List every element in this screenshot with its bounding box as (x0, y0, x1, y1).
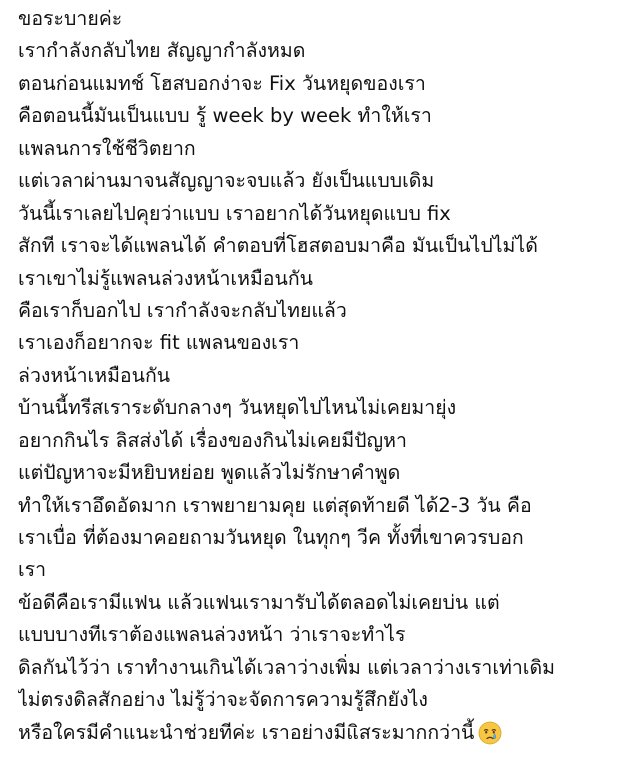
post-line: ขอระบายค่ะ (18, 7, 123, 30)
post-line: คือเราก็บอกไป เรากำลังจะกลับไทยแล้ว (18, 298, 347, 322)
post-line: เรา (18, 558, 47, 582)
post-line: บ้านนี้ทรีสเราระดับกลางๆ วันหยุดไปไหนไม่เคยมายุ่ง (18, 396, 457, 420)
post-line: แต่ปัญหาจะมีหยิบหย่อย พูดแล้วไม่รักษาคำพูด (18, 461, 401, 485)
post-line: แต่เวลาผ่านมาจนสัญญาจะจบแล้ว ยังเป็นแบบเดิม (18, 169, 435, 193)
post-line: อยากกินไร ลิสส่งได้ เรื่องของกินไม่เคยมีปัญหา (18, 428, 407, 452)
post-line: เรากำลังกลับไทย สัญญากำลังหมด (18, 39, 306, 63)
post-line: ตอนก่อนแมทช์ โฮสบอกง่าจะ Fix วันหยุดของเรา (18, 71, 426, 95)
post-line: สักที เราจะได้แพลนได้ คำตอบที่โฮสตอบมาคือ มันเป็นไปไม่ได้ (18, 234, 538, 258)
post-body (18, 0, 634, 749)
post-line: เราเบื่อ ที่ต้องมาคอยถามวันหยุด ในทุกๆ วีค ทั้งที่เขาควรบอก (18, 526, 524, 549)
post-line: เราเขาไม่รู้แพลนล่วงหน้าเหมือนกัน (18, 266, 313, 290)
post-line: ล่วงหน้าเหมือนกัน (18, 363, 171, 387)
post-line: เราเองก็อยากจะ fit แพลนของเรา (18, 331, 300, 355)
post-line: ไม่ตรงดิลสักอย่าง ไม่รู้ว่าจะจัดการความรู้สึกยังไง (18, 688, 428, 712)
post-line-last (18, 717, 634, 749)
post-line-text: หรือใครมีคำแนะนำช่วยทีค่ะ เราอย่างมีแิสระมากกว่านี้ (18, 720, 475, 744)
crying-face-icon (478, 721, 502, 745)
post-line: ดิลกันไว้ว่า เราทำงานเกินได้เวลาว่างเพิ่ม แต่เวลาว่างเราเท่าเดิม (18, 655, 555, 679)
post-line: ข้อดีคือเรามีแฟน แล้วแฟนเรามารับได้ตลอดไม่เคยบ่น แต่ (18, 590, 500, 614)
post-line: แบบบางทีเราต้องแพลนล่วงหน้า ว่าเราจะทำไร (18, 623, 406, 647)
post-line: ทำให้เราอึดอัดมาก เราพยายามคุย แต่สุดท้ายดี ได้2-3 วัน คือ (18, 493, 532, 517)
post-line: คือตอนนี้มันเป็นแบบ รู้ week by week ทำให้เรา (18, 104, 432, 128)
post-line: แพลนการใช้ชีวิตยาก (18, 136, 196, 160)
post-line: วันนี้เราเลยไปคุยว่าแบบ เราอยากได้วันหยุดแบบ fix (18, 201, 451, 225)
